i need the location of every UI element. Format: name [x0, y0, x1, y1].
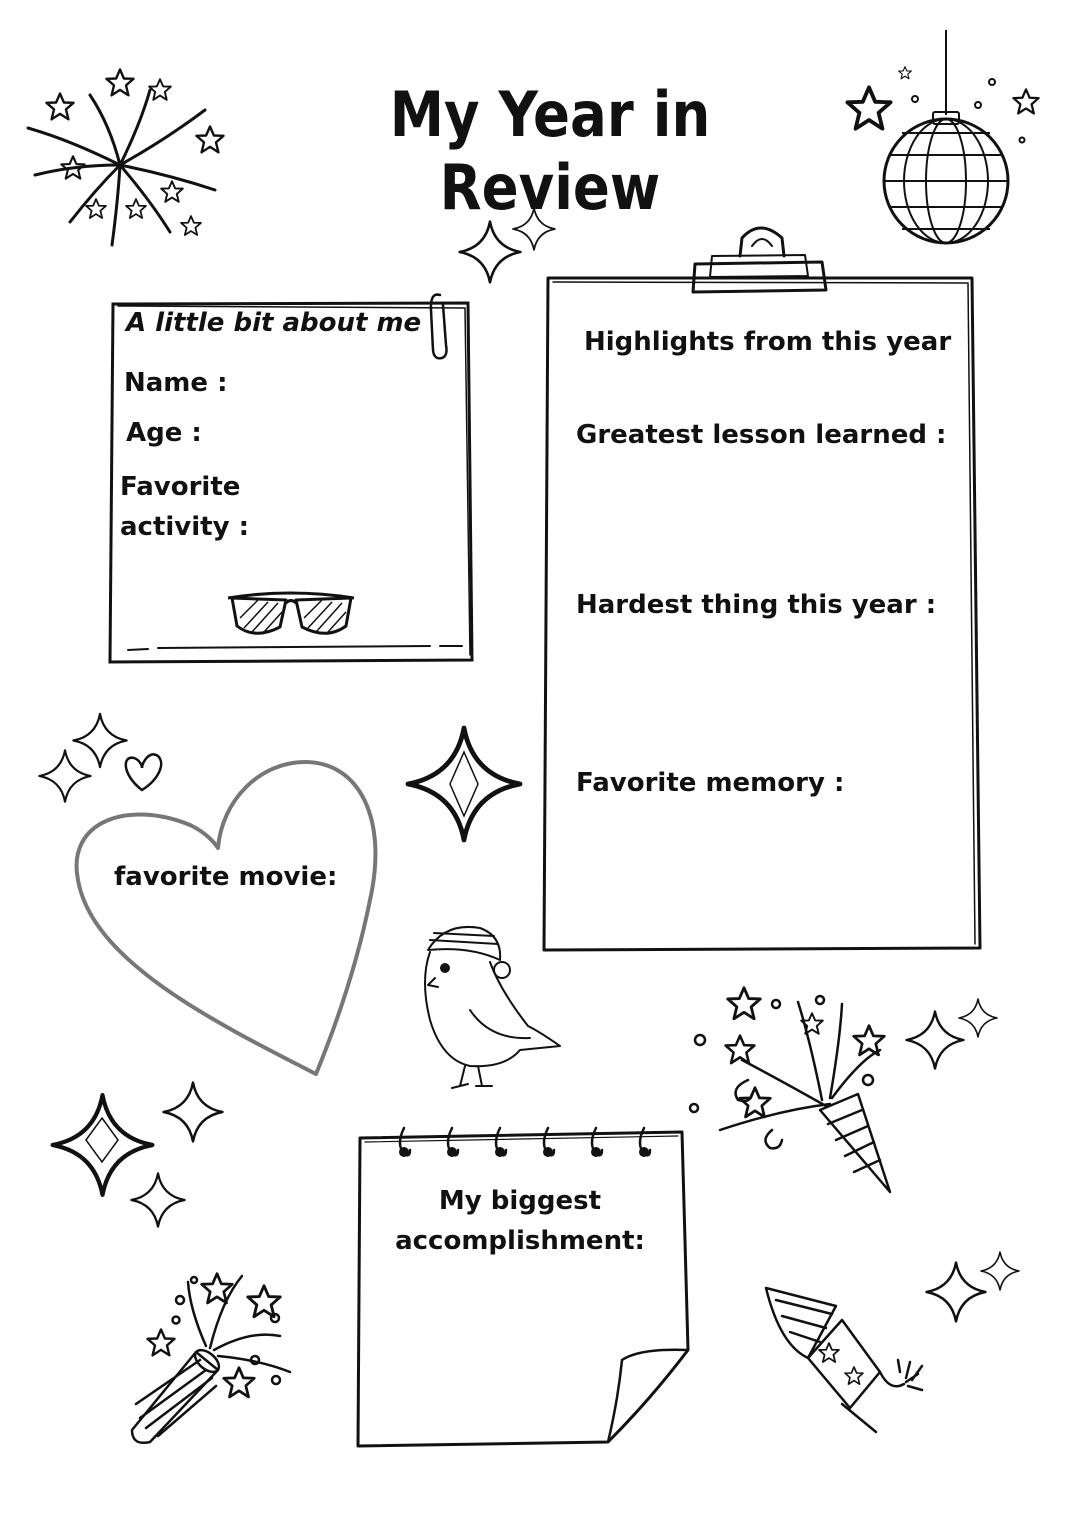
activity-label-line1: Favorite: [120, 472, 241, 502]
sparkles-icon: [39, 714, 126, 802]
activity-label-line2: activity :: [120, 512, 249, 542]
highlights-heading: Highlights from this year: [584, 327, 952, 357]
notepad-frame: [358, 1128, 688, 1446]
sparkles-icon: [907, 999, 1020, 1321]
sparkles-icon: [53, 1083, 223, 1227]
memory-label: Favorite memory :: [576, 768, 845, 798]
age-label: Age :: [126, 418, 202, 448]
rocket-firework-icon: [766, 1288, 922, 1432]
fireworks-icon: [28, 70, 224, 246]
name-label: Name :: [124, 368, 228, 398]
lesson-label: Greatest lesson learned :: [576, 420, 947, 450]
north-star-icon: [408, 728, 520, 840]
confetti-popper-icon: [132, 1274, 290, 1443]
movie-label: favorite movie:: [114, 862, 338, 892]
small-heart-icon: [126, 754, 161, 790]
sunglasses-icon: [228, 593, 354, 633]
page-title: My Year in Review: [389, 78, 711, 224]
bird-icon: [425, 927, 560, 1088]
about-heading: A little bit about me: [126, 308, 422, 338]
hardest-label: Hardest thing this year :: [576, 590, 937, 620]
party-popper-icon: [690, 988, 890, 1192]
heart-frame: [77, 762, 376, 1074]
disco-ball-icon: [847, 30, 1038, 243]
accomplishment-label-line2: accomplishment:: [395, 1226, 645, 1256]
accomplishment-label-line1: My biggest: [438, 1186, 602, 1216]
